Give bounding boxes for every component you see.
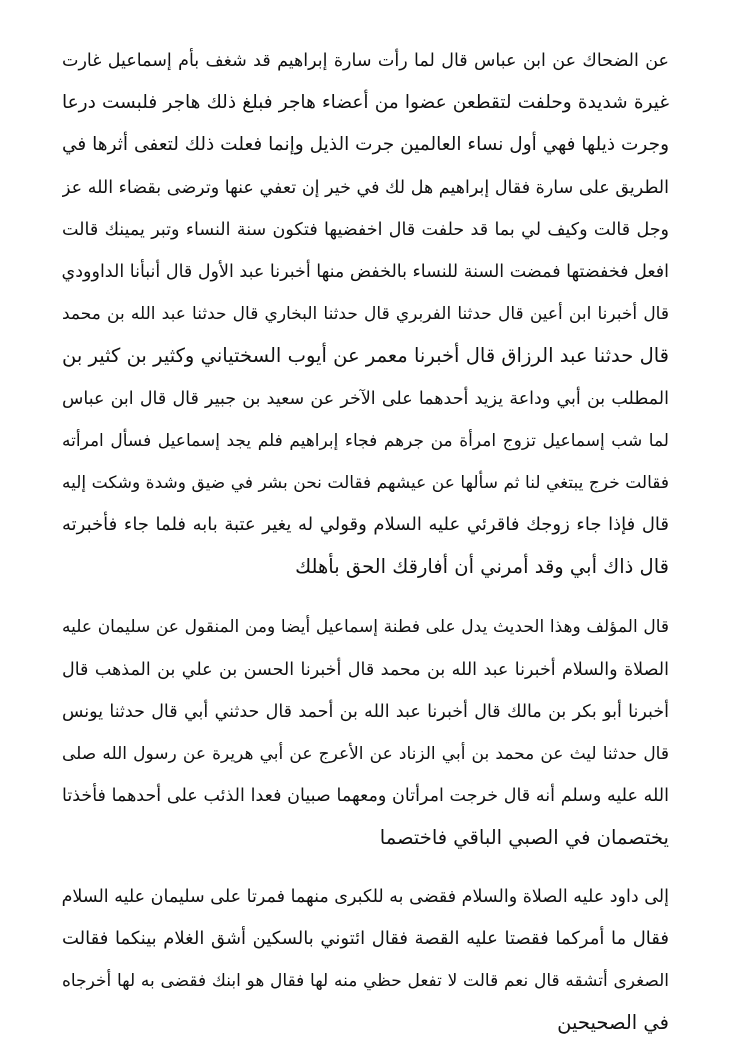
paragraph-3 bbox=[62, 876, 669, 1044]
text-line: إلى داود عليه الصلاة والسلام فقضى به للكبرى منهما فمرتا على سليمان عليه السلام bbox=[62, 886, 669, 907]
text-line: المطلب بن أبي وداعة يزيد أحدهما على الآخر عن سعيد بن جبير قال قال ابن عباس bbox=[62, 388, 669, 409]
text-line: قال المؤلف وهذا الحديث يدل على فطنة إسماعيل أيضا ومن المنقول عن سليمان عليه bbox=[62, 617, 669, 638]
text-line: أخبرنا أبو بكر بن مالك قال أخبرنا عبد الله بن أحمد قال حدثني أبي قال حدثنا يونس bbox=[62, 701, 669, 722]
text-line: وجرت ذيلها فهي أول نساء العالمين جرت الذيل وإنما فعلت ذلك لتعفى أثرها في bbox=[62, 134, 669, 156]
paragraph-1 bbox=[62, 40, 669, 588]
text-line: قال حدثنا ليث عن محمد بن أبي الزناد عن الأعرج عن أبي هريرة عن رسول الله صلى bbox=[62, 744, 669, 764]
text-line: قال ذاك أبي وقد أمرني أن أفارقك الحق بأهلك bbox=[295, 555, 669, 579]
text-line: في الصحيحين bbox=[557, 1011, 669, 1035]
text-line: غيرة شديدة وحلفت لتقطعن عضوا من أعضاء هاجر فبلغ ذلك هاجر فلبست درعا bbox=[62, 92, 669, 114]
text-line: عن الضحاك عن ابن عباس قال لما رأت سارة إبراهيم قد شغف بأم إسماعيل غارت bbox=[62, 51, 669, 71]
text-line: لما شب إسماعيل تزوج امرأة من جرهم فجاء إبراهيم فلم يجد إسماعيل فسأل امرأته bbox=[62, 430, 669, 451]
text-line: افعل فخفضتها فمضت السنة للنساء بالخفض منها أخبرنا عبد الأول قال أنبأنا الداوودي bbox=[62, 261, 669, 282]
text-line: يختصمان في الصبي الباقي فاختصما bbox=[379, 826, 669, 850]
text-line: فقال ما أمركما فقصتا عليه القصة فقال ائتوني بالسكين أشق الغلام بينكما فقالت bbox=[62, 927, 669, 949]
text-line: قال أخبرنا ابن أعين قال حدثنا الفربري قال حدثنا البخاري قال حدثنا عبد الله بن محمد bbox=[62, 304, 669, 325]
paragraph-spacer bbox=[62, 860, 669, 876]
text-line: الله عليه وسلم أنه قال خرجت امرأتان ومعهما صبيان فعدا الذئب على أحدهما فأخذتا bbox=[62, 786, 669, 807]
text-line: الطريق على سارة فقال إبراهيم هل لك في خير إن تعفي عنها وترضى بقضاء الله عز bbox=[62, 177, 669, 198]
text-line: الصغرى أتشقه قال نعم قالت لا تفعل حظي منه لها فقال هو ابنك فقضى به لها أخرجاه bbox=[62, 970, 669, 991]
text-line: الصلاة والسلام أخبرنا عبد الله بن محمد قال أخبرنا الحسن بن علي بن المذهب قال bbox=[62, 659, 669, 680]
document-page bbox=[62, 40, 669, 1035]
text-line: فقالت خرج يبتغي لنا ثم سألها عن عيشهم فقالت نحن بشر في ضيق وشدة وشكت إليه bbox=[62, 472, 669, 493]
text-line: قال فإذا جاء زوجك فاقرئي عليه السلام وقولي له يغير عتبة بابه فلما جاء فأخبرته bbox=[62, 514, 669, 536]
paragraph-2 bbox=[62, 606, 669, 859]
paragraph-spacer bbox=[62, 588, 669, 606]
text-line: وجل قالت وكيف لي بما قد حلفت قال اخفضيها فتكون سنة النساء وتبر يمينك قالت bbox=[62, 219, 669, 240]
text-line: قال حدثنا عبد الرزاق قال أخبرنا معمر عن أيوب السختياني وكثير بن كثير بن bbox=[62, 344, 669, 368]
